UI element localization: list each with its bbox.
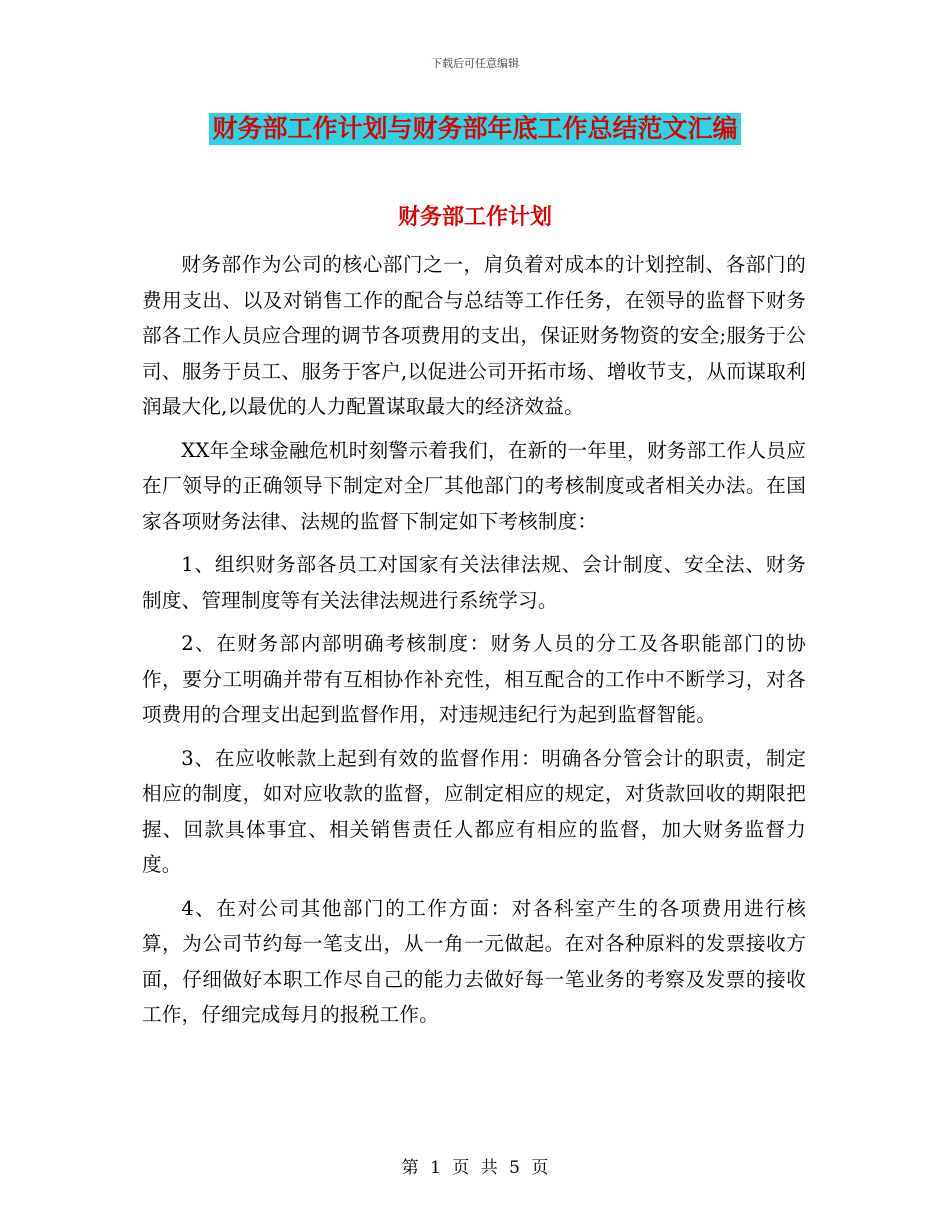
main-title-wrap: [0, 113, 950, 145]
paragraph-context: XX年全球金融危机时刻警示着我们，在新的一年里，财务部工作人员应在厂领导的正确领导下制定对全厂其他部门的考核制度或者相关办法。在国家各项财务法律、法规的监督下制定如下考核制度：: [142, 438, 806, 533]
section-title: 财务部工作计划: [397, 205, 552, 230]
document-main-title: 财务部工作计划与财务部年底工作总结范文汇编: [209, 113, 740, 145]
paragraph-item-1: 1、组织财务部各员工对国家有关法律法规、会计制度、安全法、财务制度、管理制度等有关法律法规进行系统学习。: [142, 553, 806, 612]
paragraph-item-4: 4、在对公司其他部门的工作方面：对各科室产生的各项费用进行核算，为公司节约每一笔支出，从一角一元做起。在对各种原料的发票接收方面，仔细做好本职工作尽自己的能力去做好每一笔业务的考察及发票的接收工作，仔细完成每月的报税工作。: [142, 896, 806, 1026]
header-note: 下载后可任意编辑: [431, 57, 519, 70]
document-body: [142, 247, 806, 1041]
page-number-footer: 第 1 页 共 5 页: [401, 1158, 549, 1178]
paragraph-intro: 财务部作为公司的核心部门之一，肩负着对成本的计划控制、各部门的费用支出、以及对销售工作的配合与总结等工作任务，在领导的监督下财务部各工作人员应合理的调节各项费用的支出，保证财务物资的安全;服务于公司、服务于员工、服务于客户,以促进公司开拓市场、增收节支，从而谋取利润最大化,以最优的人力配置谋取最大的经济效益。: [142, 253, 806, 418]
paragraph-item-2: 2、在财务部内部明确考核制度：财务人员的分工及各职能部门的协作，要分工明确并带有互相协作补充性，相互配合的工作中不断学习，对各项费用的合理支出起到监督作用，对违规违纪行为起到监督智能。: [142, 632, 806, 726]
paragraph-item-3: 3、在应收帐款上起到有效的监督作用：明确各分管会计的职责，制定相应的制度，如对应收款的监督，应制定相应的规定，对货款回收的期限把握、回款具体事宜、相关销售责任人都应有相应的监督，加大财务监督力度。: [142, 746, 806, 876]
